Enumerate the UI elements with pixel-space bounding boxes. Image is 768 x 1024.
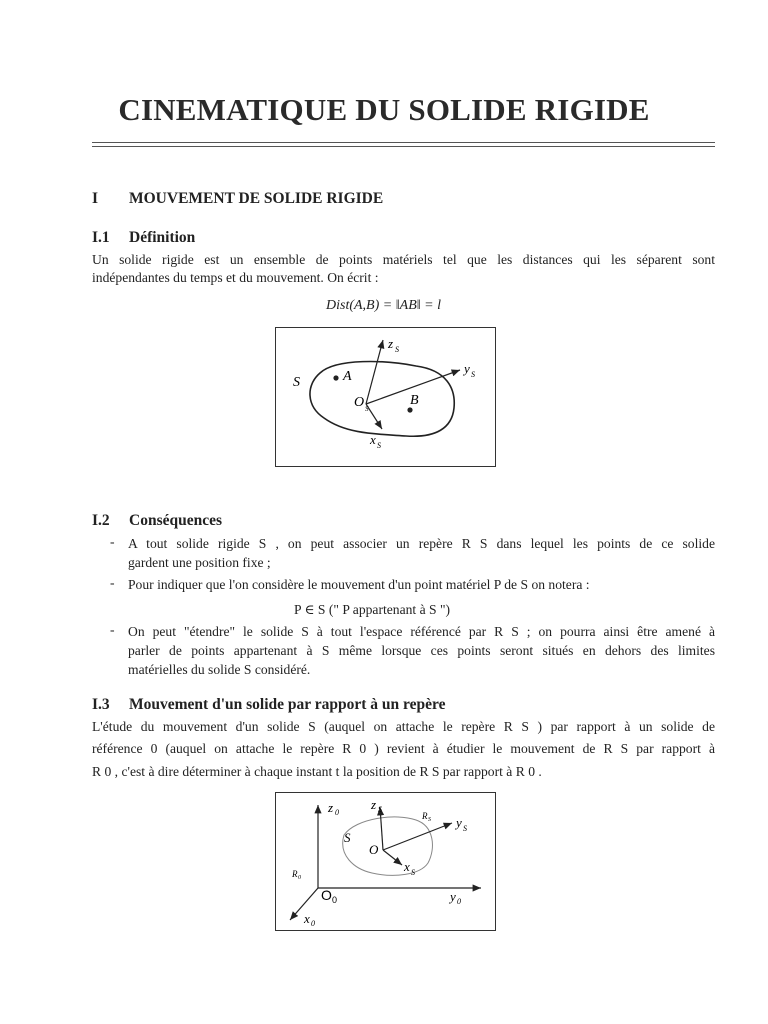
label-S: S — [293, 375, 300, 390]
section-1-3-label: Mouvement d'un solide par rapport à un repère — [129, 696, 446, 713]
label-z0: z — [328, 800, 334, 815]
section-1-1-heading — [92, 229, 195, 247]
label-R0: R — [292, 869, 298, 879]
section-1-3-heading — [92, 696, 445, 714]
label-xs: x — [370, 432, 376, 447]
section-1-3-number: I.3 — [92, 696, 110, 713]
definition-line-1: Un solide rigide est un ensemble de points matériels tel que les distances qui les séparent sont — [92, 252, 715, 267]
label-xs-sub: S — [377, 441, 381, 450]
label-xs-2: x — [404, 859, 410, 874]
label-A: A — [343, 369, 352, 384]
label-O0: O — [321, 887, 332, 903]
axis-z-s — [366, 340, 383, 404]
section-1-2-number: I.2 — [92, 512, 110, 529]
bullet-dash-1: - — [110, 534, 115, 549]
consequence-3-line-3: matérielles du solide S considéré. — [128, 662, 311, 677]
bullet-dash-3: - — [110, 622, 115, 637]
label-O-sub: S — [365, 405, 369, 413]
solid-outline-2 — [343, 817, 433, 875]
axis-y-s-2 — [383, 823, 452, 850]
label-Rs-sub: S — [428, 817, 431, 823]
label-R0-sub: 0 — [298, 875, 301, 881]
definition-line-2: indépendantes du temps et du mouvement. On écrit : — [92, 270, 379, 285]
section-1-1-label: Définition — [129, 229, 196, 246]
figure-relative-motion-drawing — [276, 793, 495, 930]
label-O: O — [354, 395, 365, 410]
label-ys-2-sub: S — [463, 824, 467, 833]
label-xs-2-sub: S — [411, 868, 415, 877]
title-rule-top — [92, 142, 715, 143]
consequence-1-line-2: gardent une position fixe ; — [128, 555, 271, 570]
label-zs-2-sub: S — [378, 805, 382, 814]
section-1-2-heading — [92, 512, 222, 530]
label-y0-sub: 0 — [457, 897, 461, 906]
consequence-3-line-2: parler de points appartenant à S même lorsque ces points seront situés en dehors des limites — [128, 643, 715, 658]
page-title: CINEMATIQUE DU SOLIDE RIGIDE — [118, 92, 650, 127]
label-S-2: S — [344, 830, 351, 845]
label-ys-sub: S — [471, 370, 475, 379]
label-ys-2: y — [456, 815, 462, 830]
title-rule-bottom — [92, 146, 715, 147]
label-zs-2: z — [371, 797, 377, 812]
bullet-dash-2: - — [110, 575, 115, 590]
label-z0-sub: 0 — [335, 808, 339, 817]
motion-line-3: R 0 , c'est à dire déterminer à chaque instant t la position de R S par rapport à R 0 . — [92, 764, 542, 779]
figure-relative-motion — [275, 792, 496, 931]
consequence-3-line-1: On peut "étendre" le solide S à tout l'espace référencé par R S ; on pourra ainsi être amené à — [128, 624, 715, 639]
label-O0-sub: 0 — [332, 895, 338, 905]
label-B: B — [410, 393, 419, 408]
label-O-2: O — [369, 842, 379, 857]
label-x0-sub: 0 — [311, 919, 315, 928]
label-ys: y — [464, 361, 470, 376]
section-1-number: I — [92, 190, 99, 207]
label-y0: y — [450, 889, 456, 904]
membership-formula: P ∈ S (" P appartenant à S ") — [294, 602, 451, 617]
figure-rigid-solid-drawing — [276, 328, 495, 466]
point-B — [407, 407, 412, 412]
motion-line-2: référence 0 (auquel on attache le repère R 0 ) revient à étudier le mouvement de R S par rapport à — [92, 741, 715, 756]
section-1-2-label: Conséquences — [129, 512, 223, 529]
label-zs: z — [388, 336, 394, 351]
solid-outline — [310, 362, 454, 437]
label-zs-sub: S — [395, 345, 399, 354]
rigid-distance-formula: Dist(A,B) = ‖AB‖ = l — [326, 298, 442, 313]
consequence-2-line-1: Pour indiquer que l'on considère le mouvement d'un point matériel P de S on notera : — [128, 577, 590, 592]
figure-rigid-solid — [275, 327, 496, 467]
section-1-label: MOUVEMENT DE SOLIDE RIGIDE — [129, 190, 384, 207]
motion-line-1: L'étude du mouvement d'un solide S (auquel on attache le repère R S ) par rapport à un solide de — [92, 719, 715, 734]
point-A — [333, 375, 338, 380]
section-1-heading — [92, 190, 383, 208]
section-1-1-number: I.1 — [92, 229, 110, 246]
label-Rs: R — [422, 811, 428, 821]
label-x0: x — [304, 911, 310, 926]
consequence-1-line-1: A tout solide rigide S , on peut associer un repère R S dans lequel les points de ce solide — [128, 536, 715, 551]
axis-x-s-2 — [383, 850, 402, 865]
